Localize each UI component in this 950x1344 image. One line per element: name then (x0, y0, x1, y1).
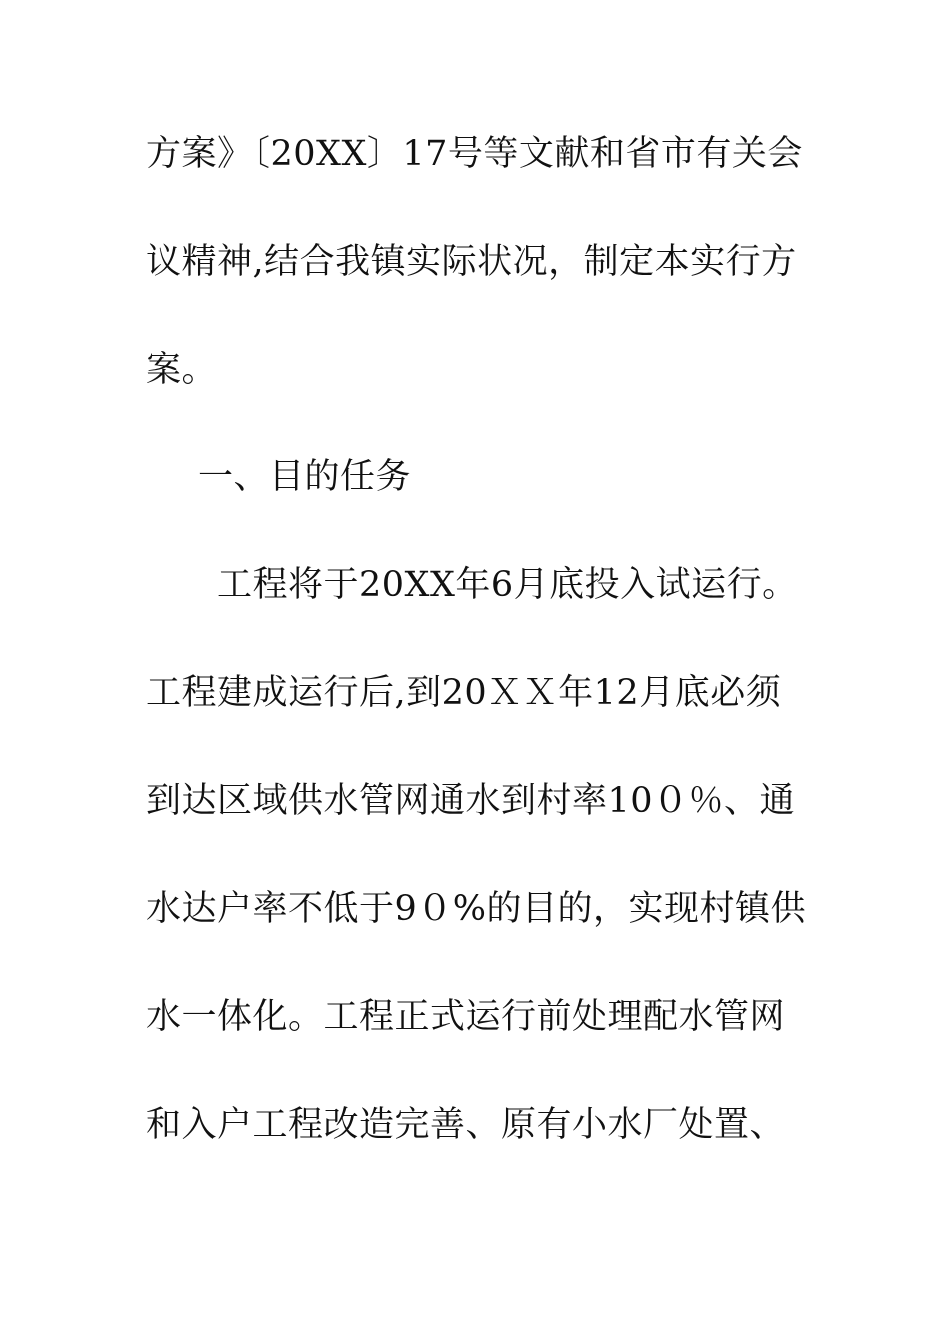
section-heading: 一、目的任务 (198, 457, 412, 497)
body-text-line: 工程建成运行后,到20ＸＸ年12月底必须 (146, 673, 782, 713)
body-text-line: 水达户率不低于9０%的目的，实现村镇供 (146, 889, 807, 929)
body-text-line: 工程将于20XX年6月底投入试运行。 (217, 565, 798, 605)
body-text-line: 案。 (146, 350, 218, 390)
body-text-line: 水一体化。工程正式运行前处理配水管网 (146, 997, 786, 1037)
body-text-line: 议精神,结合我镇实际状况，制定本实行方 (146, 242, 797, 282)
body-text-line: 方案》〔20XX〕17号等文献和省市有关会 (146, 134, 803, 174)
body-text-line: 和入户工程改造完善、原有小水厂处置、 (146, 1105, 786, 1145)
body-text-line: 到达区域供水管网通水到村率10０％、通 (146, 781, 796, 821)
